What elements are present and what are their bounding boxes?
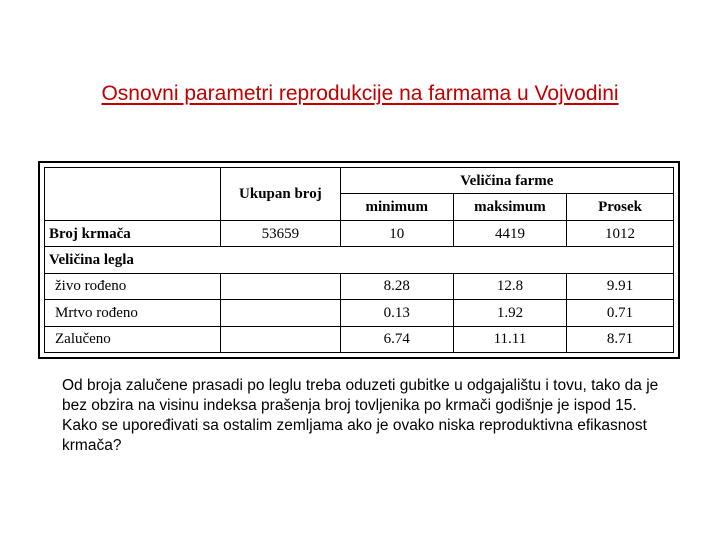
cell-max: 11.11 [453, 326, 566, 352]
header-prosek: Prosek [567, 194, 674, 220]
cell-max: 4419 [453, 220, 566, 246]
header-maksimum: maksimum [453, 194, 566, 220]
cell-ukupno [221, 326, 341, 352]
table-row [45, 326, 674, 352]
table-row [45, 247, 674, 273]
cell-prosek: 0.71 [567, 300, 674, 326]
cell-min: 8.28 [340, 273, 453, 299]
cell-ukupno [221, 273, 341, 299]
header-velicina-farme: Veličina farme [340, 168, 673, 194]
cell-max: 12.8 [453, 273, 566, 299]
cell-ukupno: 53659 [221, 220, 341, 246]
cell-max: 1.92 [453, 300, 566, 326]
table-header-row [45, 168, 674, 194]
cell-prosek: 9.91 [567, 273, 674, 299]
table-row [45, 220, 674, 246]
cell-min: 10 [340, 220, 453, 246]
row-label: živo rođeno [45, 273, 221, 299]
row-label: Zalučeno [45, 326, 221, 352]
body-paragraph: Od broja zalučene prasadi po leglu treba oduzeti gubitke u odgajalištu i tovu, tako da je bez obzira na visinu indeksa prašenja broj tovljenika po krmači godišnje je ispod 15. Kako se upoređivati sa ostalim zemljama ako je ovako niska reproduktivna efikasnost krmača? [62, 377, 659, 454]
cell-ukupno [221, 300, 341, 326]
table-row [45, 300, 674, 326]
cell-min: 0.13 [340, 300, 453, 326]
header-ukupan-broj: Ukupan broj [221, 168, 341, 221]
table-row [45, 273, 674, 299]
reproduction-table [44, 167, 674, 353]
slide-title: Osnovni parametri reprodukcije na farmama u Vojvodini [101, 82, 619, 105]
header-minimum: minimum [340, 194, 453, 220]
cell-prosek: 1012 [567, 220, 674, 246]
cell-min: 6.74 [340, 326, 453, 352]
row-label: Mrtvo rođeno [45, 300, 221, 326]
header-empty-cell [45, 168, 221, 221]
data-table-frame [38, 161, 680, 359]
row-label: Veličina legla [45, 247, 674, 273]
row-label: Broj krmača [45, 220, 221, 246]
cell-prosek: 8.71 [567, 326, 674, 352]
